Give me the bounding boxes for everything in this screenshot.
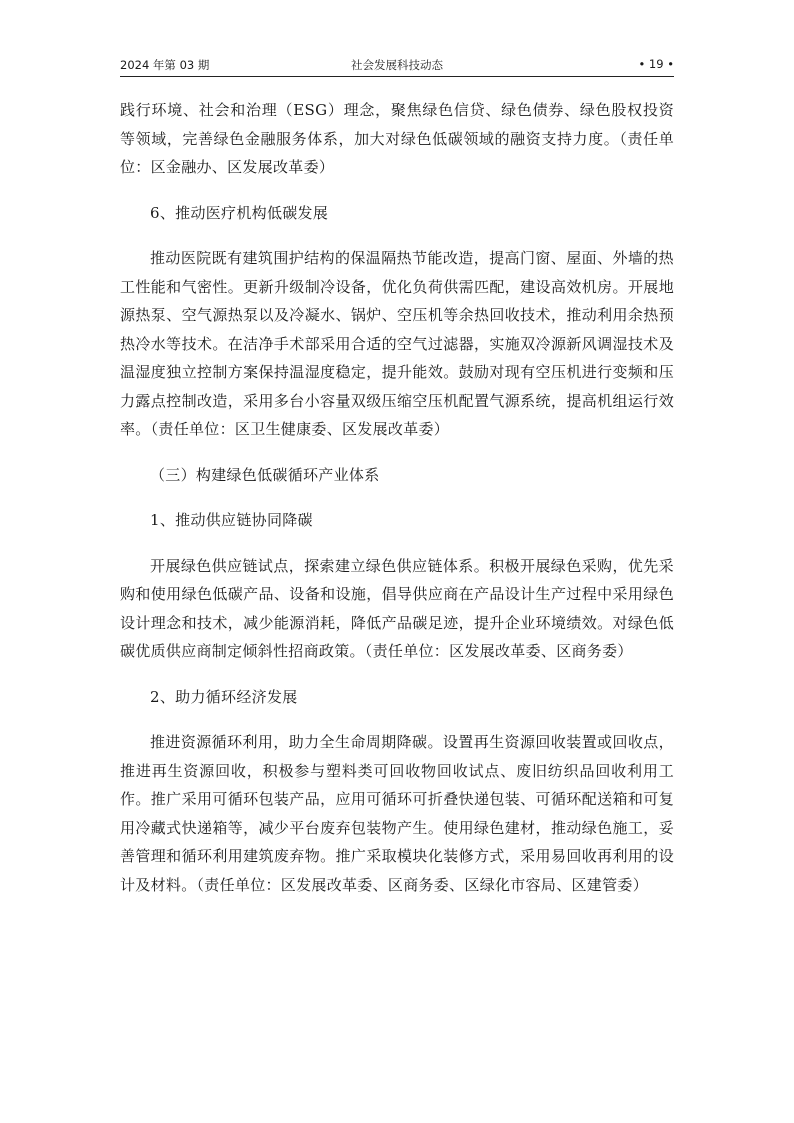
document-body: [120, 96, 674, 916]
journal-title: 社会发展科技动态: [351, 58, 443, 72]
paragraph-continued: 践行环境、社会和治理（ESG）理念，聚焦绿色信贷、绿色债券、绿色股权投资等领域，完善绿色金融服务体系，加大对绿色低碳领域的融资支持力度。（责任单位：区金融办、区发展改革委）: [120, 101, 674, 176]
issue-label: 2024 年第 03 期: [120, 58, 210, 72]
paragraph: 推进资源循环利用，助力全生命周期降碳。设置再生资源回收装置或回收点，推进再生资源回收，积极参与塑料类可回收物回收试点、废旧纺织品回收利用工作。推广采用可循环包装产品，应用可循环可折叠快递包装、可循环配送箱和可复用冷藏式快递箱等，减少平台废弃包装物产生。使用绿色建材，推动绿色施工，妥善管理和循环利用建筑废弃物。推广采取模块化装修方式，采用易回收再利用的设计及材料。（责任单位：区发展改革委、区商务委、区绿化市容局、区建管委）: [120, 733, 674, 894]
paragraph: 推动医院既有建筑围护结构的保温隔热节能改造，提高门窗、屋面、外墙的热工性能和气密性。更新升级制冷设备，优化负荷供需匹配，建设高效机房。开展地源热泵、空气源热泵以及冷凝水、锅炉、空压机等余热回收技术，推动利用余热预热冷水等技术。在洁净手术部采用合适的空气过滤器，实施双冷源新风调湿技术及温湿度独立控制方案保持温湿度稳定，提升能效。鼓励对现有空压机进行变频和压力露点控制改造，采用多台小容量双级压缩空压机配置气源系统，提高机组运行效率。（责任单位：区卫生健康委、区发展改革委）: [120, 249, 674, 438]
section-heading: 6、推动医疗机构低碳发展: [150, 203, 329, 222]
page-header: [120, 56, 674, 77]
section-heading: （三）构建绿色低碳循环产业体系: [150, 465, 380, 484]
section-heading: 2、助力循环经济发展: [150, 687, 298, 706]
page-number: • 19 •: [638, 57, 674, 71]
section-heading: 1、推动供应链协同降碳: [150, 511, 313, 529]
paragraph: 开展绿色供应链试点，探索建立绿色供应链体系。积极开展绿色采购，优先采购和使用绿色低碳产品、设备和设施，倡导供应商在产品设计生产过程中采用绿色设计理念和技术，减少能源消耗，降低产品碳足迹，提升企业环境绩效。对绿色低碳优质供应商制定倾斜性招商政策。（责任单位：区发展改革委、区商务委）: [120, 556, 674, 660]
